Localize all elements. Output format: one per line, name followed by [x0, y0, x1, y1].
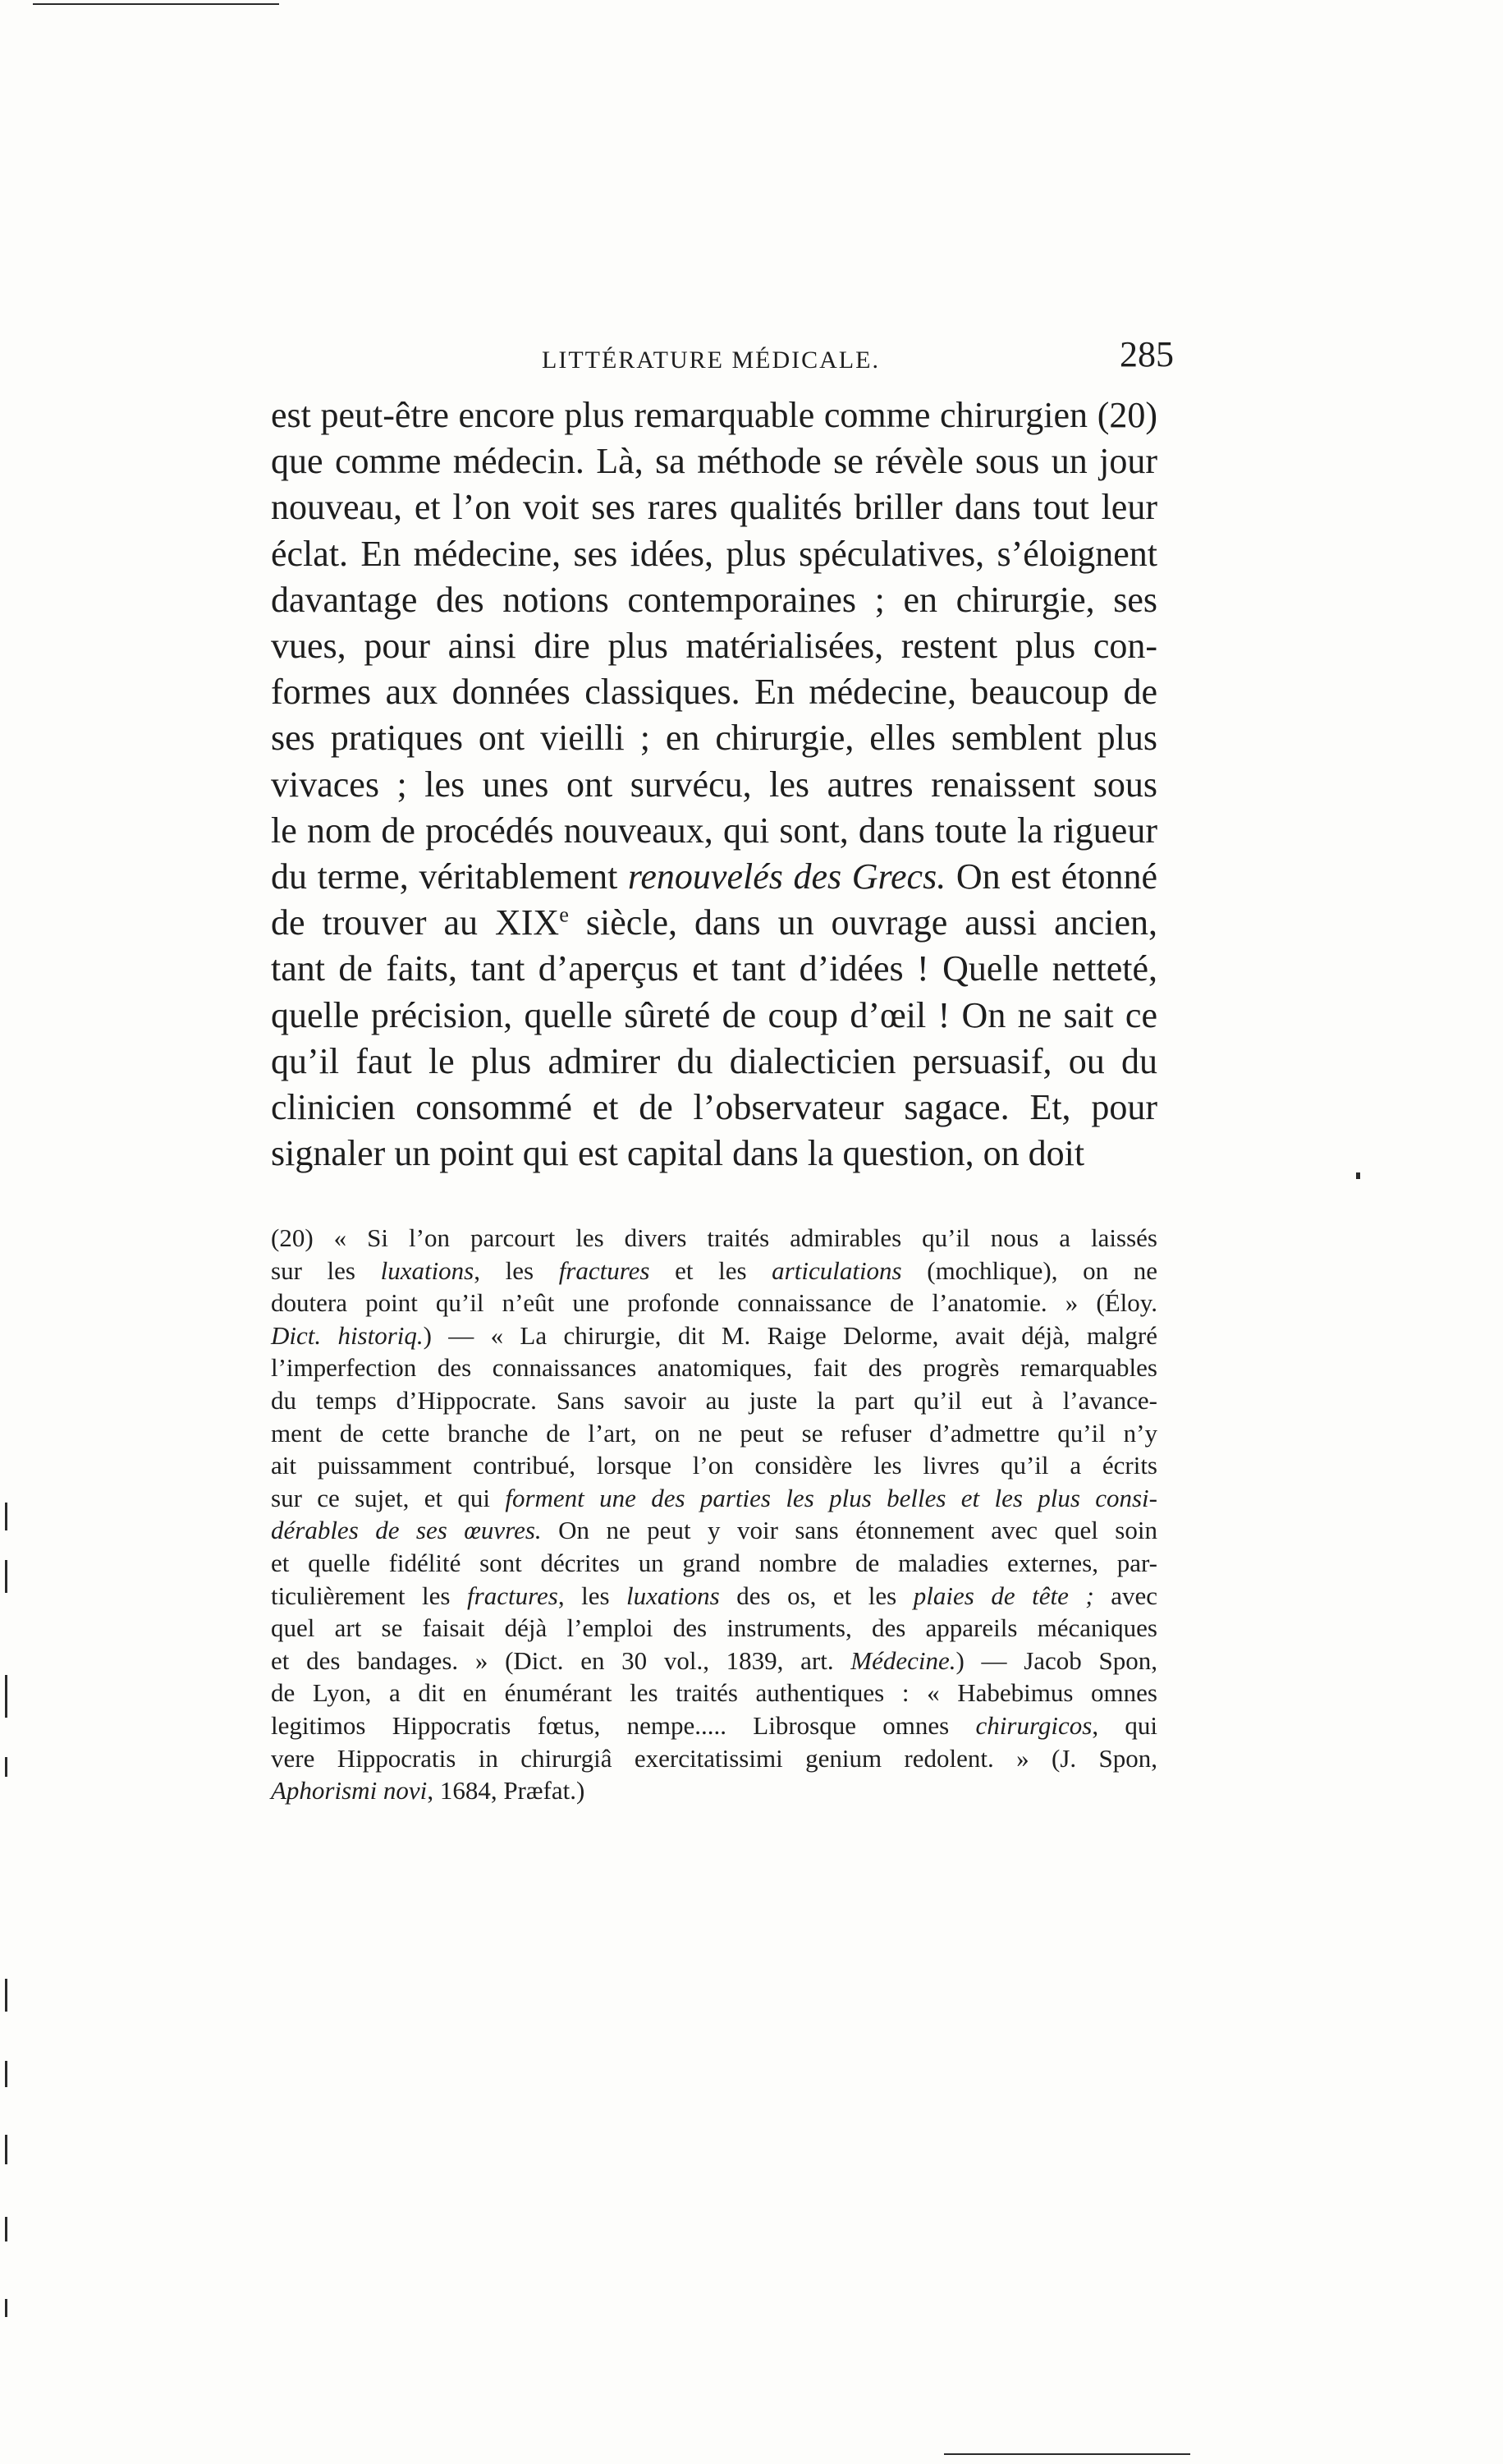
text-span: et les	[649, 1255, 772, 1285]
scan-mark	[1356, 1172, 1360, 1179]
italic-phrase: Aphorismi novi	[271, 1776, 428, 1806]
scan-mark	[5, 1560, 7, 1593]
footnote-line: du temps d’Hippocrate. Sans savoir au juste la part qu’il eut à l’avance-	[271, 1385, 1157, 1415]
footnote-line	[271, 1514, 1157, 1547]
text-span: ticulièrement les	[271, 1581, 468, 1610]
italic-phrase: renouvelés des Grecs.	[627, 856, 946, 897]
text-span: ) — « La chirurgie, dit M. Raige Delorme, avait déjà, malgré	[423, 1320, 1157, 1350]
text-span: (mochlique), on ne	[901, 1255, 1158, 1285]
text-line: éclat. En médecine, ses idées, plus spéculatives, s’éloignent	[271, 533, 1157, 574]
text-span: du terme, véritablement	[271, 856, 628, 897]
scan-mark	[5, 1503, 7, 1530]
text-span: sur les	[271, 1255, 381, 1285]
scan-mark	[944, 2453, 1190, 2455]
scan-mark	[5, 1979, 7, 2012]
running-head	[271, 328, 1174, 378]
italic-phrase: plaies de tête ;	[913, 1581, 1094, 1610]
scan-mark	[5, 2299, 7, 2317]
text-line: signaler un point qui est capital dans la question, on doit	[271, 1133, 1085, 1174]
scan-mark	[5, 1757, 7, 1777]
footnote-line	[271, 1580, 1157, 1613]
footnote-line: vere Hippocratis in chirurgiâ exercitatissimi genium redolent. » (J. Spon,	[271, 1743, 1157, 1773]
footnote-line: quel art se faisait déjà l’emploi des instruments, des appareils mécaniques	[271, 1613, 1157, 1643]
text-line: tant de faits, tant d’aperçus et tant d’idées ! Quelle netteté,	[271, 948, 1157, 989]
text-span: des os, et les	[719, 1581, 914, 1610]
text-line: nouveau, et l’on voit ses rares qualités briller dans tout leur	[271, 487, 1157, 528]
italic-phrase: Médecine.	[850, 1645, 956, 1675]
scan-mark	[5, 2217, 7, 2241]
text-line: le nom de procédés nouveaux, qui sont, dans toute la rigueur	[271, 810, 1157, 851]
footnote-line: et quelle fidélité sont décrites un grand nombre de maladies externes, par-	[271, 1548, 1157, 1577]
italic-phrase: fractures	[558, 1255, 650, 1285]
main-text	[271, 392, 1157, 1177]
footnote-20	[271, 1222, 1157, 1807]
footnote-line: (20) « Si l’on parcourt les divers traités admirables qu’il nous a laissés	[271, 1223, 1157, 1252]
text-span: siècle, dans un ouvrage aussi ancien,	[568, 902, 1157, 943]
running-title: LITTÉRATURE MÉDICALE.	[542, 346, 880, 374]
italic-phrase: fractures	[467, 1581, 558, 1610]
text-span: On est étonné	[946, 856, 1157, 897]
footnote-line	[271, 1482, 1157, 1515]
footnote-line: doutera point qu’il n’eût une profonde connaissance de l’anatomie. » (Éloy.	[271, 1288, 1157, 1318]
scan-mark	[5, 2061, 7, 2087]
footnote-line	[271, 1645, 1157, 1677]
text-span: legitimos Hippocratis fœtus, nempe..... Librosque omnes	[271, 1710, 976, 1740]
footnote-line	[271, 1709, 1157, 1742]
text-line: davantage des notions contemporaines ; en chirurgie, ses	[271, 579, 1157, 620]
footnote-line: ment de cette branche de l’art, on ne peut se refuser d’admettre qu’il n’y	[271, 1418, 1157, 1448]
text-line: vivaces ; les unes ont survécu, les autres renaissent sous	[271, 764, 1157, 805]
text-line: qu’il faut le plus admirer du dialecticien persuasif, ou du	[271, 1040, 1157, 1081]
footnote-line	[271, 1319, 1157, 1352]
text-span: avec	[1093, 1581, 1157, 1610]
text-line: clinicien consommé et de l’observateur sagace. Et, pour	[271, 1087, 1157, 1128]
italic-phrase: chirurgicos	[975, 1710, 1093, 1740]
text-line: formes aux données classiques. En médecine, beaucoup de	[271, 672, 1157, 713]
page-number: 285	[1120, 334, 1174, 374]
italic-phrase: dérables de ses œuvres.	[271, 1516, 542, 1545]
superscript: e	[559, 902, 569, 927]
text-span: de trouver au XIX	[271, 902, 560, 943]
footnote-line: l’imperfection des connaissances anatomiques, fait des progrès remarquables	[271, 1353, 1157, 1383]
footnote-line: de Lyon, a dit en énumérant les traités authentiques : « Habebimus omnes	[271, 1678, 1157, 1708]
scan-mark	[5, 2135, 7, 2164]
italic-phrase: luxations	[380, 1255, 474, 1285]
text-span: , 1684, Præfat.)	[427, 1776, 585, 1806]
scan-mark	[5, 1675, 7, 1718]
italic-phrase: forment une des parties les plus belles et les plus consi-	[505, 1483, 1157, 1512]
footnote-line	[271, 1774, 1157, 1807]
text-span: , les	[474, 1255, 559, 1285]
text-span: sur ce sujet, et qui	[271, 1483, 506, 1512]
text-span: On ne peut y voir sans étonnement avec quel soin	[541, 1516, 1157, 1545]
footnote-line: ait puissamment contribué, lorsque l’on considère les livres qu’il a écrits	[271, 1451, 1157, 1480]
italic-phrase: articulations	[772, 1255, 902, 1285]
text-line	[271, 900, 1157, 946]
text-span: , qui	[1092, 1710, 1157, 1740]
italic-phrase: Dict. historiq.	[271, 1320, 424, 1350]
text-line: quelle précision, quelle sûreté de coup d’œil ! On ne sait ce	[271, 994, 1157, 1035]
text-line: ses pratiques ont vieilli ; en chirurgie, elles semblent plus	[271, 718, 1157, 759]
italic-phrase: luxations	[626, 1581, 720, 1610]
footnote-line	[271, 1255, 1157, 1287]
text-span: , les	[557, 1581, 627, 1610]
text-line: est peut-être encore plus remarquable comme chirurgien (20)	[271, 395, 1157, 435]
scan-mark	[33, 3, 279, 5]
text-line	[271, 854, 1157, 900]
text-line: que comme médecin. Là, sa méthode se révèle sous un jour	[271, 441, 1157, 482]
text-span: ) — Jacob Spon,	[955, 1645, 1157, 1675]
text-line: vues, pour ainsi dire plus matérialisées, restent plus con-	[271, 626, 1157, 667]
text-span: et des bandages. » (Dict. en 30 vol., 1839, art.	[271, 1645, 851, 1675]
